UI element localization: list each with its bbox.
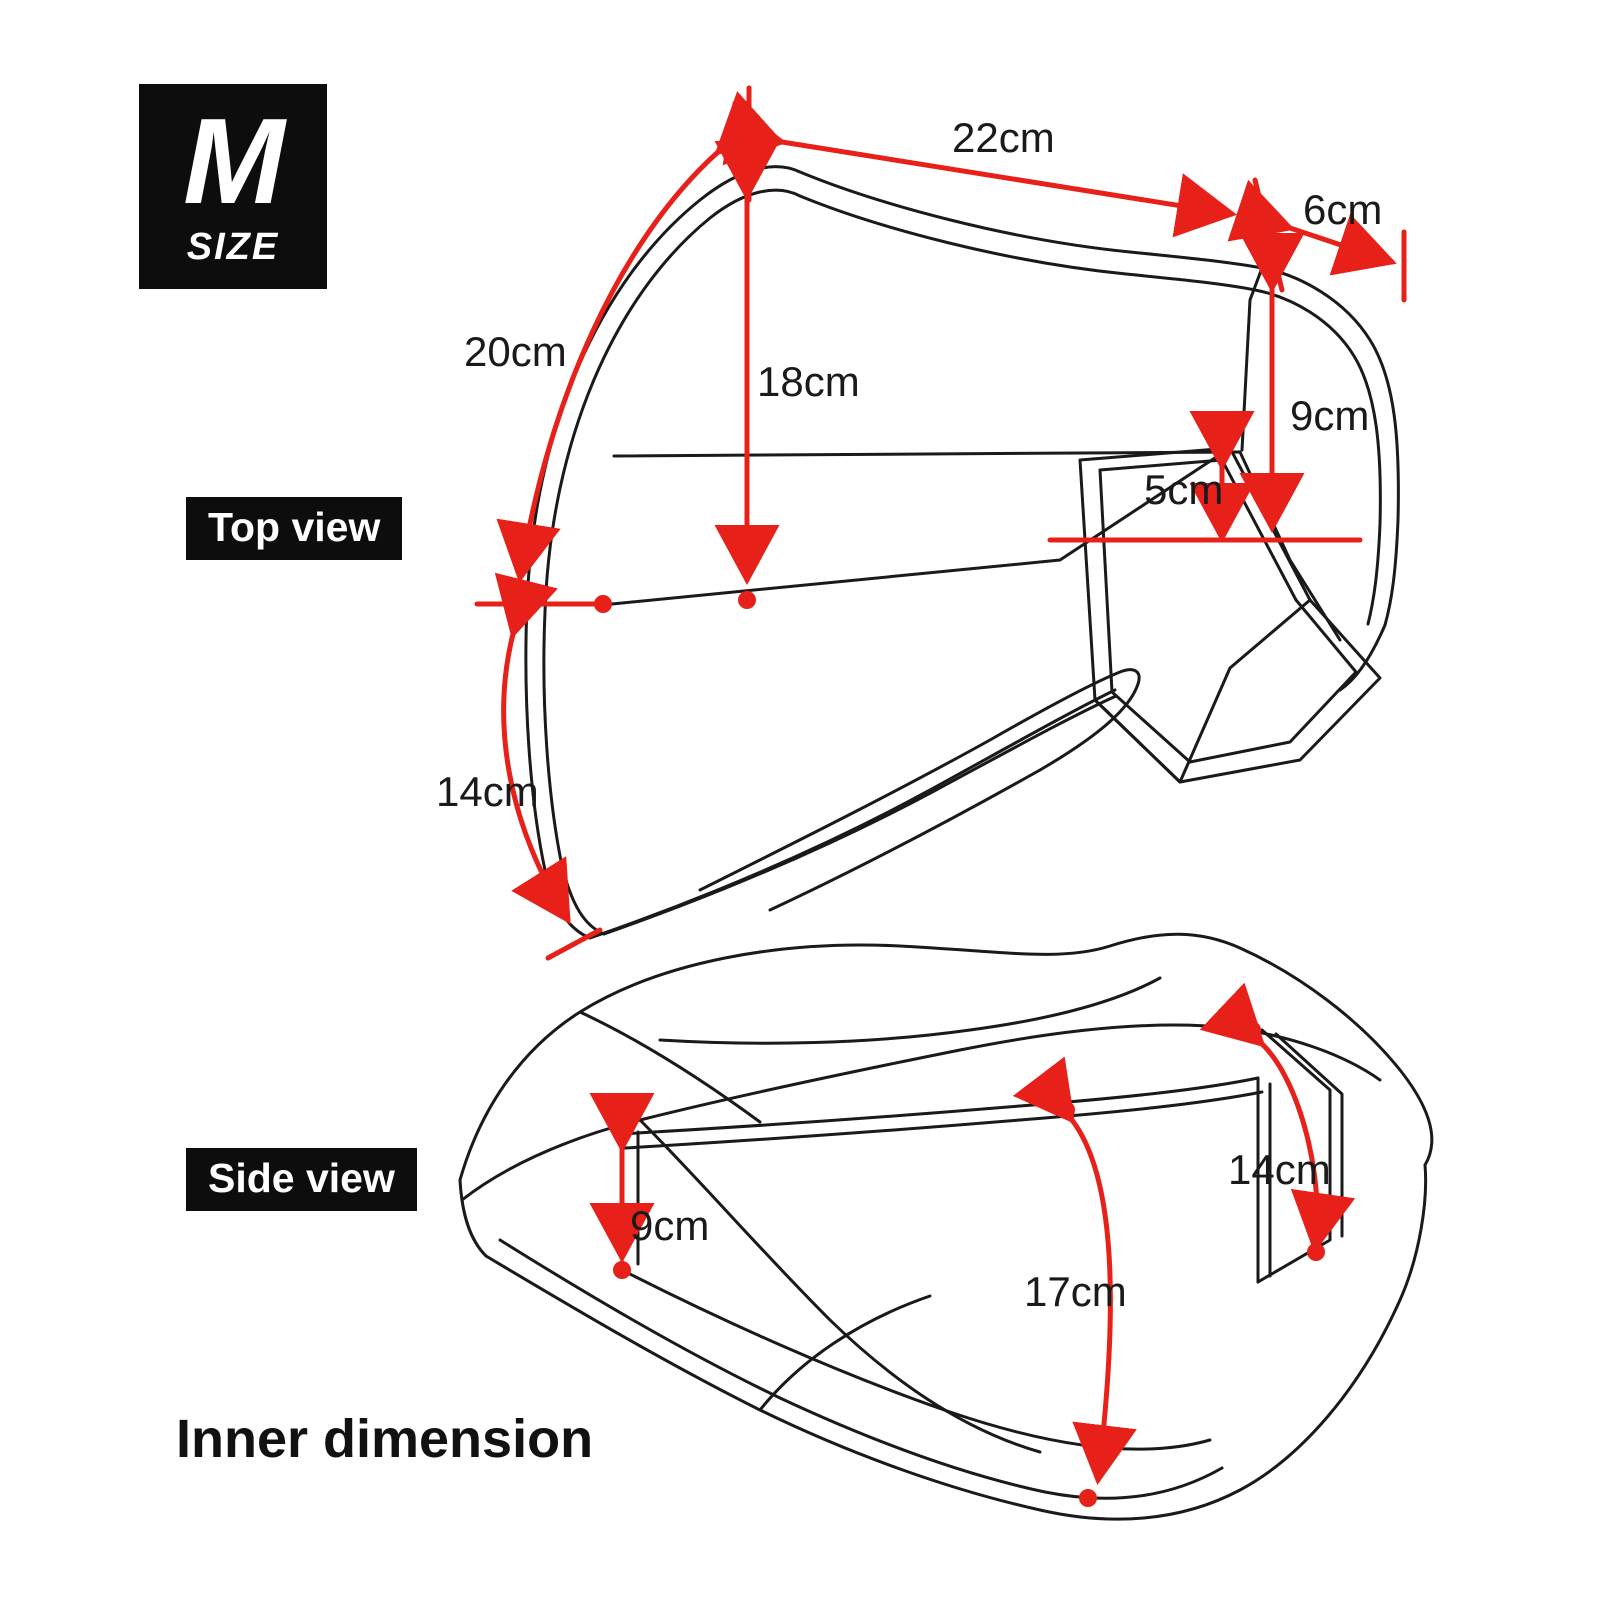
dim-label-pocket-height: 5cm xyxy=(1144,466,1224,513)
dim-label-left-curve: 20cm xyxy=(464,328,567,375)
top-view-label: Top view xyxy=(186,497,402,560)
dim-label-bottom-curve: 14cm xyxy=(436,768,539,815)
side-view-label: Side view xyxy=(186,1148,417,1211)
size-badge xyxy=(139,84,327,289)
size-word: SIZE xyxy=(186,225,280,268)
dim-label-depth-center: 18cm xyxy=(757,358,860,405)
inner-dimension-caption: Inner dimension xyxy=(176,1409,594,1469)
dim-label-front-height: 9cm xyxy=(630,1202,710,1249)
dim-label-rear-height: 14cm xyxy=(1228,1146,1331,1193)
dim-label-right-height: 9cm xyxy=(1290,392,1370,439)
dim-label-width-top: 22cm xyxy=(952,114,1055,161)
size-letter: M xyxy=(183,93,283,230)
dim-label-length: 17cm xyxy=(1024,1268,1127,1315)
dim-label-flap-width: 6cm xyxy=(1303,186,1383,233)
